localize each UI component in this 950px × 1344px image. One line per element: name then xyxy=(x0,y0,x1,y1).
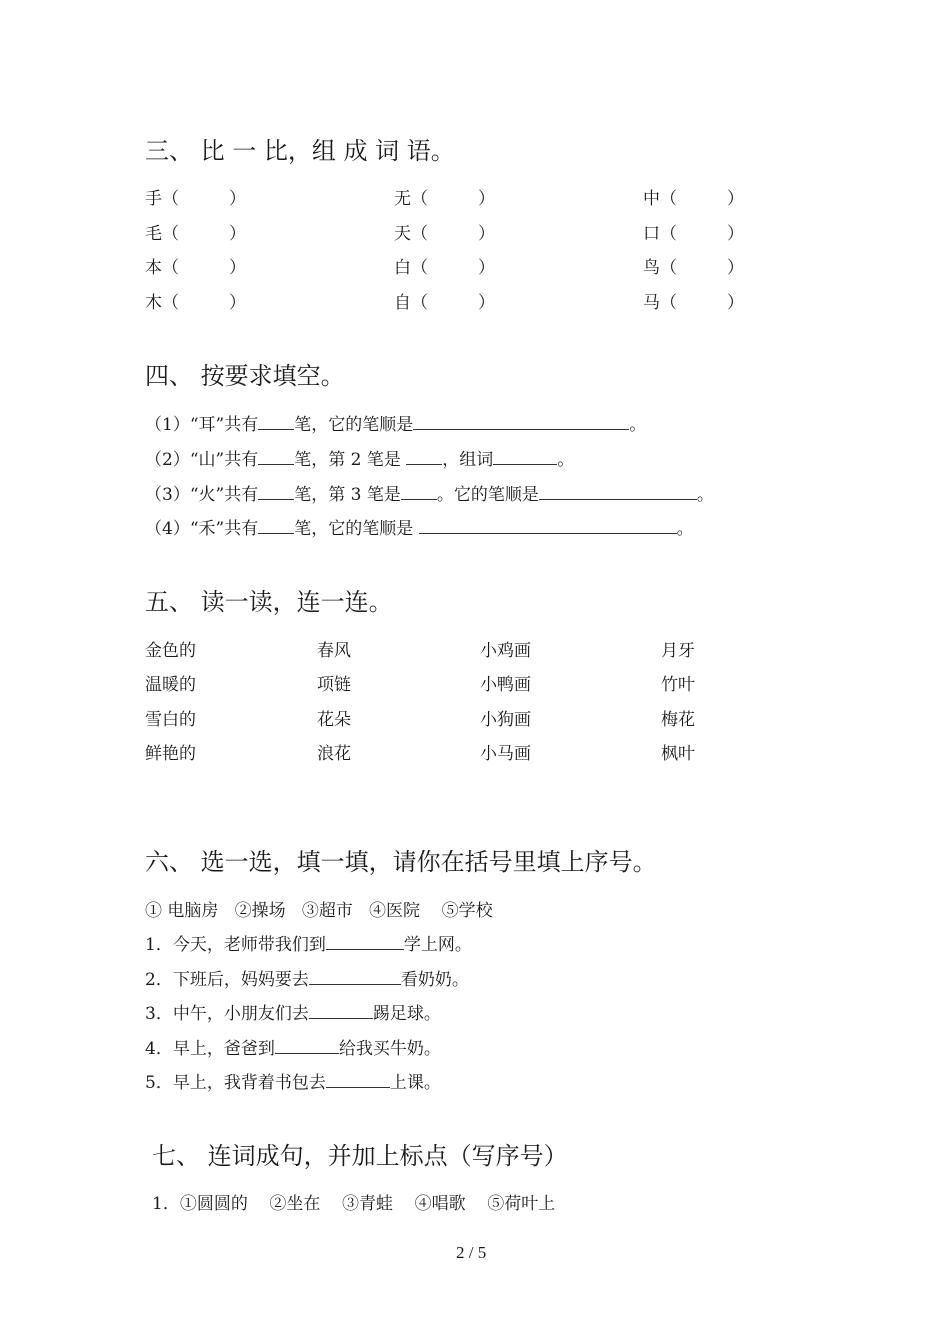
section-3-title: 三、 比 一 比，组 成 词 语。 xyxy=(145,137,455,165)
answer-blank[interactable] xyxy=(493,448,557,465)
section-7-title: 七、 连词成句，并加上标点（写序号） xyxy=(152,1142,568,1170)
word-order-question-1: 1．①圆圆的 ②坐在 ③青蛙 ④唱歌 ⑤荷叶上 xyxy=(152,1194,556,1214)
match-item[interactable]: 月牙 xyxy=(661,641,695,661)
answer-blank[interactable] xyxy=(309,968,401,985)
match-item[interactable]: 浪花 xyxy=(317,744,351,764)
answer-blank[interactable] xyxy=(401,483,437,500)
section-5-title: 五、 读一读，连一连。 xyxy=(145,588,393,616)
compare-item: 毛（ ） xyxy=(145,224,246,244)
answer-blank[interactable] xyxy=(326,1071,390,1088)
match-item[interactable]: 小鸭画 xyxy=(480,675,531,695)
section-6-title: 六、 选一选，填一填，请你在括号里填上序号。 xyxy=(145,848,657,876)
compare-item: 无（ ） xyxy=(394,189,495,209)
answer-blank[interactable] xyxy=(258,517,294,534)
compare-item: 本（ ） xyxy=(145,258,246,278)
fill-question-4: （4）“禾”共有 笔，它的笔顺是 。 xyxy=(145,519,694,539)
answer-blank[interactable] xyxy=(419,517,677,534)
answer-blank[interactable] xyxy=(539,483,697,500)
options-list: ① 电脑房 ②操场 ③超市 ④医院 ⑤学校 xyxy=(145,901,493,921)
compare-item: 手（ ） xyxy=(145,189,246,209)
match-item[interactable]: 小马画 xyxy=(480,744,531,764)
fill-question-1: （1）“耳”共有 笔，它的笔顺是 。 xyxy=(145,415,647,435)
match-item[interactable]: 枫叶 xyxy=(661,744,695,764)
answer-blank[interactable] xyxy=(413,413,629,430)
answer-blank[interactable] xyxy=(258,483,294,500)
compare-item: 木（ ） xyxy=(145,293,246,313)
compare-item: 马（ ） xyxy=(643,293,744,313)
fill-question-3: 3．中午，小朋友们去 踢足球。 xyxy=(145,1004,441,1024)
match-item[interactable]: 温暖的 xyxy=(145,675,196,695)
compare-item: 口（ ） xyxy=(643,224,744,244)
fill-question-1: 1．今天，老师带我们到 学上网。 xyxy=(145,935,472,955)
compare-item: 鸟（ ） xyxy=(643,258,744,278)
compare-item: 天（ ） xyxy=(394,224,495,244)
match-item[interactable]: 雪白的 xyxy=(145,710,196,730)
section-4-title: 四、 按要求填空。 xyxy=(145,362,345,390)
answer-blank[interactable] xyxy=(258,413,294,430)
match-item[interactable]: 春风 xyxy=(317,641,351,661)
compare-item: 白（ ） xyxy=(394,258,495,278)
match-item[interactable]: 金色的 xyxy=(145,641,196,661)
answer-blank[interactable] xyxy=(406,448,442,465)
answer-blank[interactable] xyxy=(326,933,404,950)
answer-blank[interactable] xyxy=(309,1002,373,1019)
answer-blank[interactable] xyxy=(258,448,294,465)
answer-blank[interactable] xyxy=(275,1037,339,1054)
match-item[interactable]: 小鸡画 xyxy=(480,641,531,661)
fill-question-2: 2．下班后，妈妈要去 看奶奶。 xyxy=(145,970,469,990)
match-item[interactable]: 竹叶 xyxy=(661,675,695,695)
compare-item: 中（ ） xyxy=(643,189,744,209)
page-number: 2 / 5 xyxy=(456,1243,487,1262)
match-item[interactable]: 花朵 xyxy=(317,710,351,730)
match-item[interactable]: 梅花 xyxy=(661,710,695,730)
fill-question-4: 4．早上，爸爸到 给我买牛奶。 xyxy=(145,1039,441,1059)
fill-question-3: （3）“火”共有 笔，第 3 笔是 。它的笔顺是 。 xyxy=(145,485,714,505)
match-item[interactable]: 项链 xyxy=(317,675,351,695)
compare-item: 自（ ） xyxy=(394,293,495,313)
fill-question-2: （2）“山”共有 笔，第 2 笔是 ，组词 。 xyxy=(145,450,575,470)
match-item[interactable]: 鲜艳的 xyxy=(145,744,196,764)
match-item[interactable]: 小狗画 xyxy=(480,710,531,730)
fill-question-5: 5．早上，我背着书包去 上课。 xyxy=(145,1073,441,1093)
